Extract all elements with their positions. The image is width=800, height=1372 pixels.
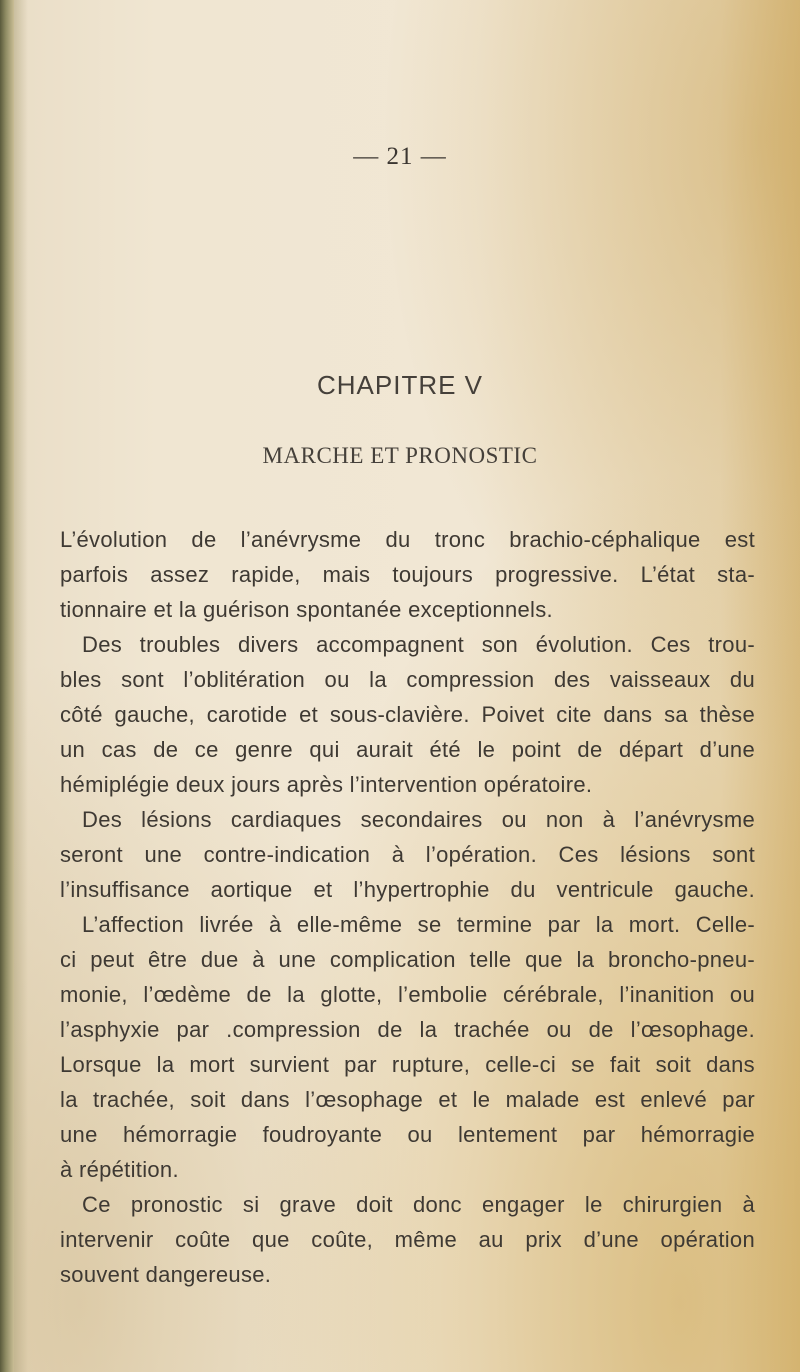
text-line: ci peut être due à une complication telle que la broncho-pneu- <box>60 947 755 972</box>
text-line: tionnaire et la guérison spontanée exceptionnels. <box>60 597 553 622</box>
text-line: seront une contre-indication à l’opération. Ces lésions sont <box>60 842 755 867</box>
text-line: Des troubles divers accompagnent son évolution. Ces trou- <box>82 632 755 657</box>
chapter-title: CHAPITRE V <box>316 370 484 400</box>
text-line: bles sont l’oblitération ou la compression des vaisseaux du <box>60 667 755 692</box>
text-line: l’asphyxie par .compression de la trachée ou de l’œsophage. <box>60 1017 755 1042</box>
text-line: monie, l’œdème de la glotte, l’embolie cérébrale, l’inanition ou <box>60 982 755 1007</box>
page-number: — 21 — <box>353 143 447 170</box>
text-line: un cas de ce genre qui aurait été le point de départ d’une <box>60 737 755 762</box>
text-line: souvent dangereuse. <box>60 1262 272 1287</box>
text-line: Ce pronostic si grave doit donc engager le chirurgien à <box>82 1192 755 1217</box>
text-line: L’évolution de l’anévrysme du tronc brachio-céphalique est <box>60 527 755 552</box>
text-line: Lorsque la mort survient par rupture, celle-ci se fait soit dans <box>60 1052 755 1077</box>
section-title: MARCHE ET PRONOSTIC <box>262 443 538 468</box>
text-line: intervenir coûte que coûte, même au prix d’une opération <box>60 1227 755 1252</box>
text-line: l’insuffisance aortique et l’hypertrophie du ventricule gauche. <box>60 877 755 902</box>
text-line: hémiplégie deux jours après l’intervention opératoire. <box>60 772 593 797</box>
text-line: la trachée, soit dans l’œsophage et le malade est enlevé par <box>60 1087 755 1112</box>
text-line: à répétition. <box>60 1157 179 1182</box>
text-line: L’affection livrée à elle-même se termine par la mort. Celle- <box>82 912 755 937</box>
text-line: Des lésions cardiaques secondaires ou non à l’anévrysme <box>82 807 755 832</box>
text-line: parfois assez rapide, mais toujours progressive. L’état sta- <box>60 562 755 587</box>
text-line: une hémorragie foudroyante ou lentement par hémorragie <box>60 1122 755 1147</box>
text-line: côté gauche, carotide et sous-clavière. Poivet cite dans sa thèse <box>60 702 755 727</box>
page-binding-edge <box>0 0 14 1372</box>
page-binding-shadow <box>14 0 28 1372</box>
